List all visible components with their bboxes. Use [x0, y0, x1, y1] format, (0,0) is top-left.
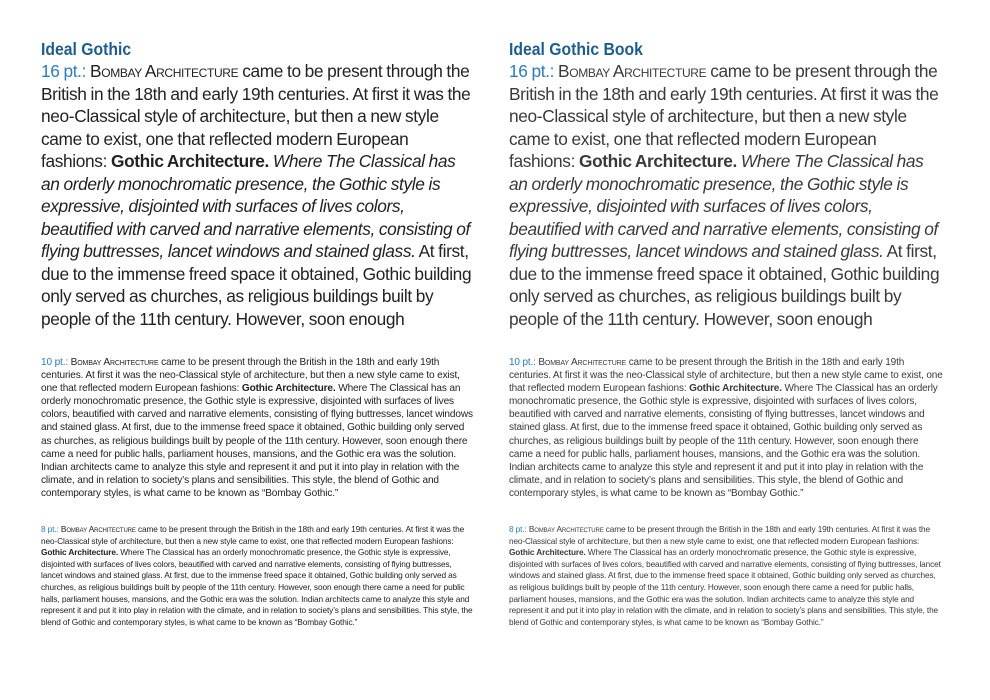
size-label: 16 pt.:	[509, 61, 555, 81]
font-title: Ideal Gothic	[41, 39, 132, 59]
small-caps-phrase: Bombay Architecture	[60, 524, 136, 535]
small-caps-phrase: Bombay Architecture	[558, 61, 707, 81]
body-text: came to be present through the British in the 18th and early 19th centuries. At first it was the neo-Classical style of architecture, but then a new style came to exist, one that reflected modern European fashions:	[509, 525, 930, 546]
specimen-8pt	[41, 524, 475, 628]
specimen-8pt	[509, 524, 943, 628]
size-label: 10 pt.:	[509, 357, 536, 368]
bold-phrase: Gothic Architecture.	[509, 548, 586, 558]
bold-phrase: Gothic Architecture.	[41, 547, 119, 558]
specimen-10pt	[41, 356, 475, 500]
body-text: Where The Classical has an orderly monochromatic presence, the Gothic style is expressive, disjointed with surfaces of lives colors, beautified with carved and narrative elements, consisting of flying buttresses, lancet windows and stained glass. At first, due to the immense freed space it obtained, Gothic building only served as churches, as religious buildings built by people of the 11th century. However, soon enough there came a need for public halls, parliament houses, mansions, and the Gothic era was the solution. Indian architects came to analyze this style and represent it and put it into play in relation with the climate, and in relation to society’s plans and sensibilities. This style, the blend of Gothic and contemporary styles, is what came to be known as “Bombay Gothic.”	[509, 548, 941, 627]
specimen-column-ideal-gothic	[41, 38, 475, 628]
size-label: 8 pt.:	[509, 525, 527, 535]
body-text: came to be present through the British in the 18th and early 19th centuries. At first it was the neo-Classical style of architecture, but then a new style came to exist, one that reflected modern European fashions:	[41, 357, 460, 395]
bold-phrase: Gothic Architecture.	[110, 151, 269, 171]
body-text: came to be present through the British in the 18th and early 19th centuries. At first it was the neo-Classical style of architecture, but then a new style came to exist, one that reflected modern European fashions:	[41, 524, 465, 546]
small-caps-phrase: Bombay Architecture	[528, 525, 604, 535]
body-text: Where The Classical has an orderly monochromatic presence, the Gothic style is expressive, disjointed with surfaces of lives colors, beautified with carved and narrative elements, consisting of flying buttresses, lancet windows and stained glass. At first, due to the immense freed space it obtained, Gothic building only served as churches, as religious buildings built by people of the 11th century. However, soon enough there came a need for public halls, parliament houses, mansions, and the Gothic era was the solution. Indian architects came to analyze this style and represent it and put it into play in relation with the climate, and in relation to society’s plans and sensibilities. This style, the blend of Gothic and contemporary styles, is what came to be known as “Bombay Gothic.”	[509, 383, 938, 499]
bold-phrase: Gothic Architecture.	[241, 383, 336, 395]
body-text: At first, due to the immense freed space it obtained, Gothic building only served as churches, as religious buildings built by people of the 11th century. However, soon enough	[41, 241, 472, 329]
font-title: Ideal Gothic Book	[509, 39, 643, 59]
body-text: came to be present through the British in the 18th and early 19th centuries. At first it was the neo-Classical style of architecture, but then a new style came to exist, one that reflected modern European fashions:	[509, 357, 943, 395]
size-label: 8 pt.:	[41, 524, 59, 535]
italic-passage: Where The Classical has an orderly monochromatic presence, the Gothic style is expressive, disjointed with surfaces of lives colors, beautified with carved and narrative elements, consisting of flying buttresses, lancet windows and stained glass.	[41, 151, 470, 261]
body-text: came to be present through the British in the 18th and early 19th centuries. At first it was the neo-Classical style of architecture, but then a new style came to exist, one that reflected modern European fashions:	[41, 61, 471, 171]
small-caps-phrase: Bombay Architecture	[70, 357, 159, 368]
size-label: 10 pt.:	[41, 357, 69, 368]
small-caps-phrase: Bombay Architecture	[538, 357, 627, 368]
bold-phrase: Gothic Architecture.	[578, 151, 737, 171]
bold-phrase: Gothic Architecture.	[689, 383, 782, 395]
size-label: 16 pt.:	[41, 61, 87, 81]
italic-passage: Where The Classical has an orderly monochromatic presence, the Gothic style is expressive, disjointed with surfaces of lives colors, beautified with carved and narrative elements, consisting of flying buttresses, lancet windows and stained glass.	[509, 151, 938, 261]
specimen-10pt	[509, 356, 943, 500]
specimen-16pt	[41, 60, 475, 330]
body-text: At first, due to the immense freed space it obtained, Gothic building only served as churches, as religious buildings built by people of the 11th century. However, soon enough	[509, 241, 940, 329]
specimen-16pt	[509, 60, 943, 330]
small-caps-phrase: Bombay Architecture	[90, 61, 239, 81]
body-text: Where The Classical has an orderly monochromatic presence, the Gothic style is expressive, disjointed with surfaces of lives colors, beautified with carved and narrative elements, consisting of flying buttresses, lancet windows and stained glass. At first, due to the immense freed space it obtained, Gothic building only served as churches, as religious buildings built by people of the 11th century. However, soon enough there came a need for public halls, parliament houses, mansions, and the Gothic era was the solution. Indian architects came to analyze this style and represent it and put it into play in relation with the climate, and in relation to society’s plans and sensibilities. This style, the blend of Gothic and contemporary styles, is what came to be known as “Bombay Gothic.”	[41, 383, 473, 499]
body-text: Where The Classical has an orderly monochromatic presence, the Gothic style is expressive, disjointed with surfaces of lives colors, beautified with carved and narrative elements, consisting of flying buttresses, lancet windows and stained glass. At first, due to the immense freed space it obtained, Gothic building only served as churches, as religious buildings built by people of the 11th century. However, soon enough there came a need for public halls, parliament houses, mansions, and the Gothic era was the solution. Indian architects came to analyze this style and represent it and put it into play in relation with the climate, and in relation to society’s plans and sensibilities. This style, the blend of Gothic and contemporary styles, is what came to be known as “Bombay Gothic.”	[41, 547, 473, 627]
specimen-column-ideal-gothic-book	[509, 38, 943, 628]
body-text: came to be present through the British in the 18th and early 19th centuries. At first it was the neo-Classical style of architecture, but then a new style came to exist, one that reflected modern European fashions:	[509, 61, 939, 171]
